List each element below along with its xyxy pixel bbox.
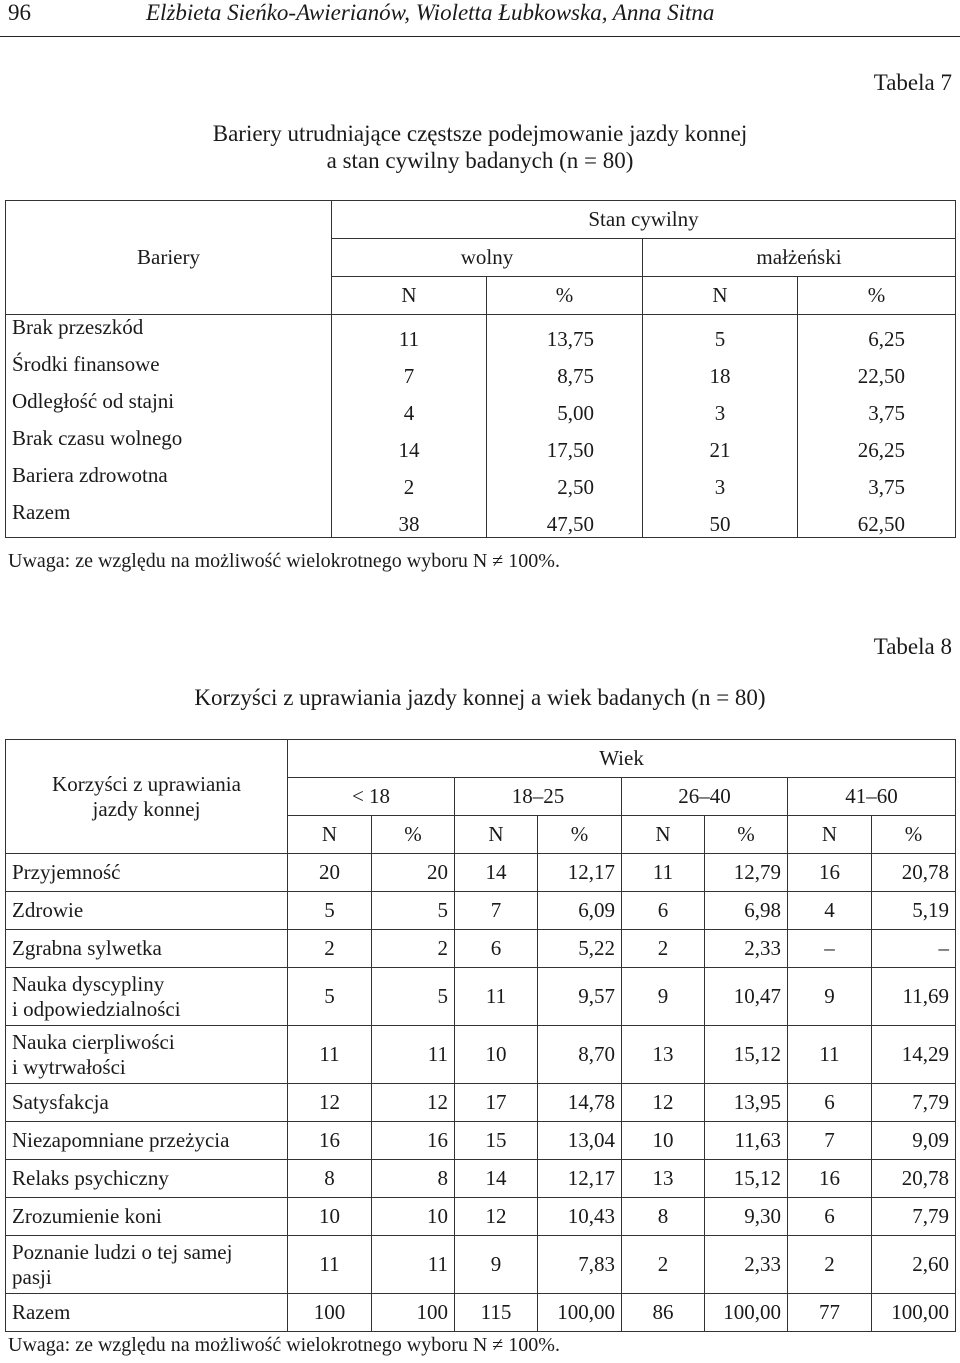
- table8-subheader: %: [705, 816, 788, 854]
- table-row: [6, 500, 956, 538]
- table-cell: 77: [788, 1294, 872, 1332]
- table-cell: 11: [372, 1026, 455, 1084]
- table-cell: 6,98: [705, 892, 788, 930]
- table-cell: 7: [455, 892, 538, 930]
- table-cell: 13,75: [487, 315, 643, 353]
- row-label-line2: pasji: [12, 1264, 52, 1289]
- table-cell: 7,79: [872, 1198, 956, 1236]
- table-cell: 8: [372, 1160, 455, 1198]
- row-label: [6, 1236, 288, 1294]
- table-row: [6, 389, 956, 426]
- table-cell: 2,33: [705, 930, 788, 968]
- table-cell: 15,12: [705, 1026, 788, 1084]
- table-cell: 5,22: [538, 930, 622, 968]
- table7-label: Tabela 7: [873, 70, 952, 95]
- table-cell: 14: [455, 854, 538, 892]
- table-cell: 8: [288, 1160, 372, 1198]
- table8-subheader: N: [622, 816, 705, 854]
- table-cell: 115: [455, 1294, 538, 1332]
- table-cell: 3: [643, 463, 798, 500]
- table-cell: 6,25: [798, 315, 956, 353]
- table-cell: 14: [332, 426, 487, 463]
- table-cell: 2: [288, 930, 372, 968]
- table-cell: 5: [643, 315, 798, 353]
- table-cell: 2,50: [487, 463, 643, 500]
- table-cell: 7,83: [538, 1236, 622, 1294]
- page-header: [0, 0, 960, 37]
- running-authors: Elżbieta Sieńko-Awierianów, Wioletta Łubkowska, Anna Sitna: [146, 0, 715, 25]
- table8-body: [6, 854, 956, 1332]
- table8: [5, 739, 956, 1332]
- table8-subheader: %: [538, 816, 622, 854]
- table-cell: 5,00: [487, 389, 643, 426]
- table-cell: 100,00: [538, 1294, 622, 1332]
- table-cell: 5: [372, 892, 455, 930]
- table-row: [6, 930, 956, 968]
- table-cell: 2: [788, 1236, 872, 1294]
- table8-group-41-60: 41–60: [788, 778, 956, 816]
- table-cell: 9: [622, 968, 705, 1026]
- table7-row-header: Bariery: [6, 201, 332, 315]
- row-label-line1: Nauka cierpliwości: [12, 1029, 175, 1054]
- table-row: [6, 1236, 956, 1294]
- table-cell: 20,78: [872, 1160, 956, 1198]
- table-cell: 8: [622, 1198, 705, 1236]
- table-cell: 10,43: [538, 1198, 622, 1236]
- table-cell: 13: [622, 1160, 705, 1198]
- table-cell: 26,25: [798, 426, 956, 463]
- table-row: [6, 352, 956, 389]
- table-cell: 6,09: [538, 892, 622, 930]
- table-cell: 16: [788, 854, 872, 892]
- table7-group-malzenski: małżeński: [643, 239, 956, 277]
- row-label: Razem: [6, 500, 332, 538]
- table-cell: 21: [643, 426, 798, 463]
- table7-subheader: %: [798, 277, 956, 315]
- table-cell: 17: [455, 1084, 538, 1122]
- table-cell: 9,57: [538, 968, 622, 1026]
- table-row: [6, 1026, 956, 1084]
- table7: [5, 200, 956, 538]
- table8-row-header: [6, 740, 288, 854]
- table-cell: 20: [288, 854, 372, 892]
- table-cell: 100: [288, 1294, 372, 1332]
- table7-caption-line1: Bariery utrudniające częstsze podejmowanie jazdy konnej: [212, 121, 748, 146]
- table-row: [6, 1084, 956, 1122]
- table-cell: 3,75: [798, 463, 956, 500]
- table7-subheader: N: [643, 277, 798, 315]
- table8-row-header-line1: Korzyści z uprawiania: [52, 771, 241, 796]
- table-cell: 9,09: [872, 1122, 956, 1160]
- table-row: [6, 1198, 956, 1236]
- table-row: [6, 1294, 956, 1332]
- table-cell: 38: [332, 500, 487, 538]
- table8-subheader: N: [288, 816, 372, 854]
- table-cell: 11: [788, 1026, 872, 1084]
- row-label: Brak czasu wolnego: [6, 426, 332, 463]
- table-cell: 14,78: [538, 1084, 622, 1122]
- table-cell: 12,17: [538, 854, 622, 892]
- row-label-line2: i wytrwałości: [12, 1054, 126, 1079]
- table-cell: –: [872, 930, 956, 968]
- table8-group-18-25: 18–25: [455, 778, 622, 816]
- row-label: Niezapomniane przeżycia: [6, 1122, 288, 1160]
- table-cell: 100,00: [705, 1294, 788, 1332]
- row-label: Zdrowie: [6, 892, 288, 930]
- table-cell: 100: [372, 1294, 455, 1332]
- table-cell: 15,12: [705, 1160, 788, 1198]
- table-row: [6, 1160, 956, 1198]
- table-cell: 8,70: [538, 1026, 622, 1084]
- table8-group-26-40: 26–40: [622, 778, 788, 816]
- table-cell: 9,30: [705, 1198, 788, 1236]
- row-label: Środki finansowe: [6, 352, 332, 389]
- table-cell: 2,33: [705, 1236, 788, 1294]
- table8-row-header-line2: jazdy konnej: [92, 796, 201, 821]
- table-cell: 7: [332, 352, 487, 389]
- table-cell: 11: [622, 854, 705, 892]
- table-cell: 12: [455, 1198, 538, 1236]
- table-cell: 13,04: [538, 1122, 622, 1160]
- table8-label: Tabela 8: [873, 634, 952, 659]
- row-label: [6, 1026, 288, 1084]
- table8-subheader: N: [455, 816, 538, 854]
- table-cell: 11,69: [872, 968, 956, 1026]
- table-cell: 9: [788, 968, 872, 1026]
- table-cell: 12,17: [538, 1160, 622, 1198]
- table-cell: 47,50: [487, 500, 643, 538]
- table-cell: 14: [455, 1160, 538, 1198]
- table7-note: Uwaga: ze względu na możliwość wielokrotnego wyboru N ≠ 100%.: [8, 550, 560, 572]
- table-cell: 5: [288, 892, 372, 930]
- row-label: Zgrabna sylwetka: [6, 930, 288, 968]
- table-cell: 13: [622, 1026, 705, 1084]
- table-cell: 2: [372, 930, 455, 968]
- table-cell: 5: [288, 968, 372, 1026]
- table-row: [6, 426, 956, 463]
- row-label: Przyjemność: [6, 854, 288, 892]
- table-row: [6, 463, 956, 500]
- table-cell: 12: [372, 1084, 455, 1122]
- table-cell: 11: [288, 1026, 372, 1084]
- table-cell: 17,50: [487, 426, 643, 463]
- table-row: [6, 1122, 956, 1160]
- table8-subheader: %: [372, 816, 455, 854]
- table7-caption-line2: a stan cywilny badanych (n = 80): [326, 148, 634, 173]
- table-row: [6, 968, 956, 1026]
- table-row: [6, 854, 956, 892]
- table-cell: 8,75: [487, 352, 643, 389]
- row-label: Odległość od stajni: [6, 389, 332, 426]
- table-cell: 2: [622, 930, 705, 968]
- table-cell: 11: [455, 968, 538, 1026]
- table-cell: 7,79: [872, 1084, 956, 1122]
- table-cell: 18: [643, 352, 798, 389]
- table-cell: 10,47: [705, 968, 788, 1026]
- table-cell: 86: [622, 1294, 705, 1332]
- table-cell: 10: [288, 1198, 372, 1236]
- table-cell: 5: [372, 968, 455, 1026]
- row-label-line1: Nauka dyscypliny: [12, 971, 165, 996]
- table8-caption: Korzyści z uprawiania jazdy konnej a wiek badanych (n = 80): [194, 685, 766, 710]
- table-cell: 13,95: [705, 1084, 788, 1122]
- table-cell: 10: [622, 1122, 705, 1160]
- table7-subheader: N: [332, 277, 487, 315]
- table-cell: 20: [372, 854, 455, 892]
- table-cell: 6: [788, 1084, 872, 1122]
- row-label: Brak przeszkód: [6, 315, 332, 353]
- table7-subheader: %: [487, 277, 643, 315]
- table-cell: 62,50: [798, 500, 956, 538]
- table-cell: 12: [288, 1084, 372, 1122]
- table-cell: 10: [372, 1198, 455, 1236]
- row-label: Satysfakcja: [6, 1084, 288, 1122]
- table-cell: 7: [788, 1122, 872, 1160]
- row-label: Zrozumienie koni: [6, 1198, 288, 1236]
- table-cell: 12: [622, 1084, 705, 1122]
- table8-subheader: N: [788, 816, 872, 854]
- table-cell: 6: [622, 892, 705, 930]
- table-cell: 16: [372, 1122, 455, 1160]
- table-cell: 10: [455, 1026, 538, 1084]
- row-label-line2: i odpowiedzialności: [12, 996, 181, 1021]
- table-row: [6, 892, 956, 930]
- table-cell: 9: [455, 1236, 538, 1294]
- table-cell: 14,29: [872, 1026, 956, 1084]
- table8-note: Uwaga: ze względu na możliwość wielokrotnego wyboru N ≠ 100%.: [8, 1334, 560, 1356]
- table-cell: 2: [332, 463, 487, 500]
- table8-group-under-18: < 18: [288, 778, 455, 816]
- table-cell: 2,60: [872, 1236, 956, 1294]
- table-cell: 15: [455, 1122, 538, 1160]
- table-cell: 22,50: [798, 352, 956, 389]
- table-cell: 16: [288, 1122, 372, 1160]
- row-label: Bariera zdrowotna: [6, 463, 332, 500]
- table-cell: 12,79: [705, 854, 788, 892]
- table7-body: [6, 315, 956, 538]
- table7-group-wolny: wolny: [332, 239, 643, 277]
- table-cell: 11: [332, 315, 487, 353]
- table-cell: 11: [288, 1236, 372, 1294]
- table-cell: 100,00: [872, 1294, 956, 1332]
- table-cell: 4: [788, 892, 872, 930]
- table7-caption: [0, 120, 960, 174]
- table-cell: 20,78: [872, 854, 956, 892]
- table-cell: 2: [622, 1236, 705, 1294]
- page-number: 96: [8, 0, 31, 25]
- table-cell: 6: [788, 1198, 872, 1236]
- table8-group-header: Wiek: [288, 740, 956, 778]
- table-cell: 5,19: [872, 892, 956, 930]
- table-cell: –: [788, 930, 872, 968]
- row-label: Razem: [6, 1294, 288, 1332]
- table-cell: 11: [372, 1236, 455, 1294]
- table8-subheader: %: [872, 816, 956, 854]
- row-label: Relaks psychiczny: [6, 1160, 288, 1198]
- table-cell: 50: [643, 500, 798, 538]
- table-cell: 3,75: [798, 389, 956, 426]
- table-cell: 3: [643, 389, 798, 426]
- table-cell: 11,63: [705, 1122, 788, 1160]
- table-cell: 4: [332, 389, 487, 426]
- table-cell: 6: [455, 930, 538, 968]
- row-label: [6, 968, 288, 1026]
- row-label-line1: Poznanie ludzi o tej samej: [12, 1239, 233, 1264]
- table-cell: 16: [788, 1160, 872, 1198]
- table7-group-header: Stan cywilny: [332, 201, 956, 239]
- table-row: [6, 315, 956, 353]
